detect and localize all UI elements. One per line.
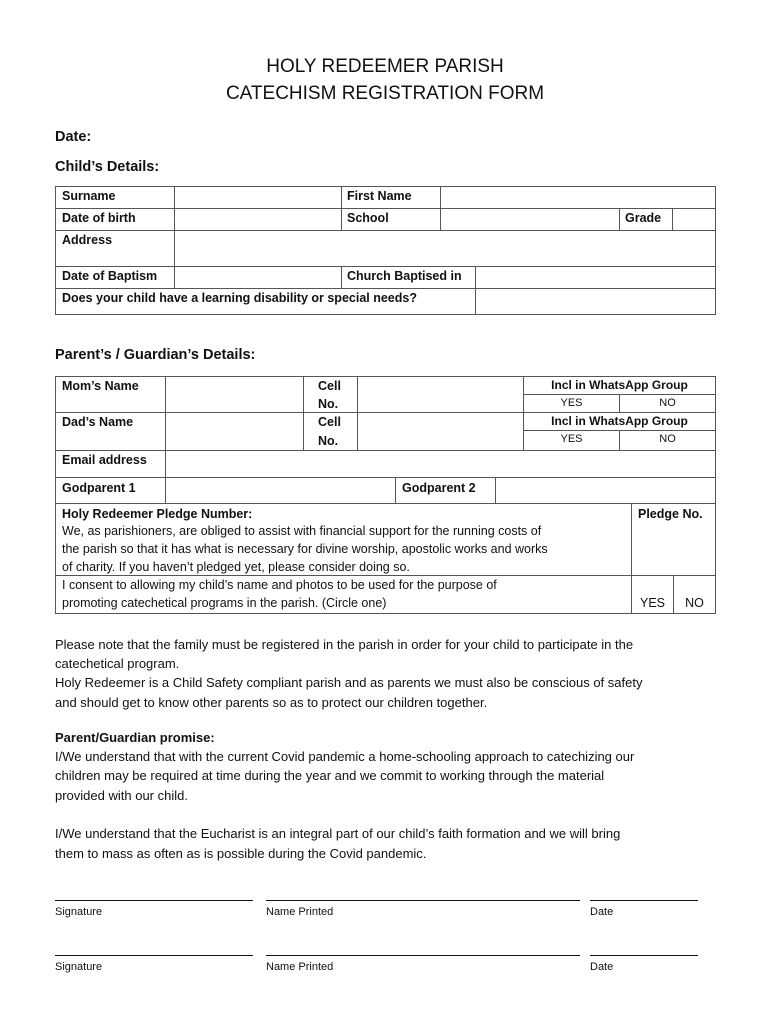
godparent1-field[interactable] xyxy=(165,477,396,504)
email-label: Email address xyxy=(62,453,147,467)
date-caption-1: Date xyxy=(590,906,614,918)
email-field[interactable] xyxy=(165,450,716,478)
mom-cell-no-label: No. xyxy=(318,397,339,411)
date-line-1[interactable] xyxy=(590,900,698,901)
note-line-2: catechetical program. xyxy=(55,656,180,671)
godparent2-field[interactable] xyxy=(495,477,716,504)
pledge-no-label: Pledge No. xyxy=(638,507,703,521)
baptism-date-label: Date of Baptism xyxy=(62,269,158,283)
name-printed-caption-1: Name Printed xyxy=(266,906,334,918)
dob-label: Date of birth xyxy=(62,211,136,225)
signature-caption-2: Signature xyxy=(55,961,103,973)
godparent2-label: Godparent 2 xyxy=(402,481,476,495)
school-label: School xyxy=(347,211,389,225)
baptism-date-field[interactable] xyxy=(174,266,342,289)
promise-p1-line-2: children may be required at time during the year and we commit to working through the material xyxy=(55,768,605,783)
child-details-heading: Child’s Details: xyxy=(55,159,160,175)
mom-whatsapp-yes-label: YES xyxy=(560,397,583,409)
mom-whatsapp-label: Incl in WhatsApp Group xyxy=(551,378,688,392)
form-title-form: CATECHISM REGISTRATION FORM xyxy=(225,83,545,104)
consent-line-2: promoting catechetical programs in the parish. (Circle one) xyxy=(62,596,387,610)
name-printed-caption-2: Name Printed xyxy=(266,961,334,973)
dad-whatsapp-no-label: NO xyxy=(659,433,676,445)
signature-line-2[interactable] xyxy=(55,955,253,956)
moms-name-label: Mom’s Name xyxy=(62,379,139,393)
dads-name-label: Dad’s Name xyxy=(62,415,134,429)
consent-line-1: I consent to allowing my child’s name and photos to be used for the purpose of xyxy=(62,578,497,592)
promise-heading: Parent/Guardian promise: xyxy=(55,730,215,745)
dad-whatsapp-yes-label: YES xyxy=(560,433,583,445)
note-line-4: and should get to know other parents so as to protect our children together. xyxy=(55,695,488,710)
dads-name-field[interactable] xyxy=(165,412,304,451)
address-field[interactable] xyxy=(174,230,716,267)
promise-p2-line-2: them to mass as often as is possible during the Covid pandemic. xyxy=(55,846,427,861)
godparent1-label: Godparent 1 xyxy=(62,481,136,495)
grade-label: Grade xyxy=(625,211,662,225)
mom-cell-field[interactable] xyxy=(357,376,524,413)
pledge-line-1: We, as parishioners, are obliged to assist with financial support for the running costs of xyxy=(62,524,542,538)
dad-cell-field[interactable] xyxy=(357,412,524,451)
surname-label: Surname xyxy=(62,189,116,203)
name-printed-line-2[interactable] xyxy=(266,955,580,956)
church-baptised-field[interactable] xyxy=(475,266,716,289)
date-caption-2: Date xyxy=(590,961,614,973)
name-printed-line-1[interactable] xyxy=(266,900,580,901)
surname-field[interactable] xyxy=(174,186,342,209)
consent-no-label: NO xyxy=(685,596,704,610)
signature-caption-1: Signature xyxy=(55,906,103,918)
pledge-heading: Holy Redeemer Pledge Number: xyxy=(62,507,253,521)
dob-field[interactable] xyxy=(174,208,342,231)
dad-whatsapp-label: Incl in WhatsApp Group xyxy=(551,414,688,428)
promise-p2-line-1: I/We understand that the Eucharist is an integral part of our child’s faith formation and we will bring xyxy=(55,826,621,841)
first-name-field[interactable] xyxy=(440,186,716,209)
promise-p1-line-3: provided with our child. xyxy=(55,788,188,803)
date-label: Date: xyxy=(55,129,92,145)
promise-p1-line-1: I/We understand that with the current Covid pandemic a home-schooling approach to catechizing our xyxy=(55,749,635,764)
date-line-2[interactable] xyxy=(590,955,698,956)
grade-field[interactable] xyxy=(672,208,716,231)
first-name-label: First Name xyxy=(347,189,412,203)
special-needs-field[interactable] xyxy=(475,288,716,315)
special-needs-label: Does your child have a learning disability or special needs? xyxy=(62,291,417,305)
signature-line-1[interactable] xyxy=(55,900,253,901)
parents-details-heading: Parent’s / Guardian’s Details: xyxy=(55,347,256,363)
dad-cell-no-label: No. xyxy=(318,434,339,448)
address-label: Address xyxy=(62,233,113,247)
consent-yes-label: YES xyxy=(639,596,665,610)
note-line-3: Holy Redeemer is a Child Safety compliant parish and as parents we must also be conscious of safety xyxy=(55,675,643,690)
school-field[interactable] xyxy=(440,208,620,231)
note-line-1: Please note that the family must be registered in the parish in order for your child to participate in the xyxy=(55,637,634,652)
mom-cell-label: Cell xyxy=(318,379,341,393)
pledge-line-2: the parish so that it has what is necessary for divine worship, apostolic works and works xyxy=(62,542,548,556)
form-title-parish: HOLY REDEEMER PARISH xyxy=(266,56,504,77)
dad-cell-label: Cell xyxy=(318,415,341,429)
pledge-line-3: of charity. If you haven’t pledged yet, please consider doing so. xyxy=(62,560,410,574)
mom-whatsapp-no-label: NO xyxy=(659,397,676,409)
church-baptised-label: Church Baptised in xyxy=(347,269,462,283)
moms-name-field[interactable] xyxy=(165,376,304,413)
